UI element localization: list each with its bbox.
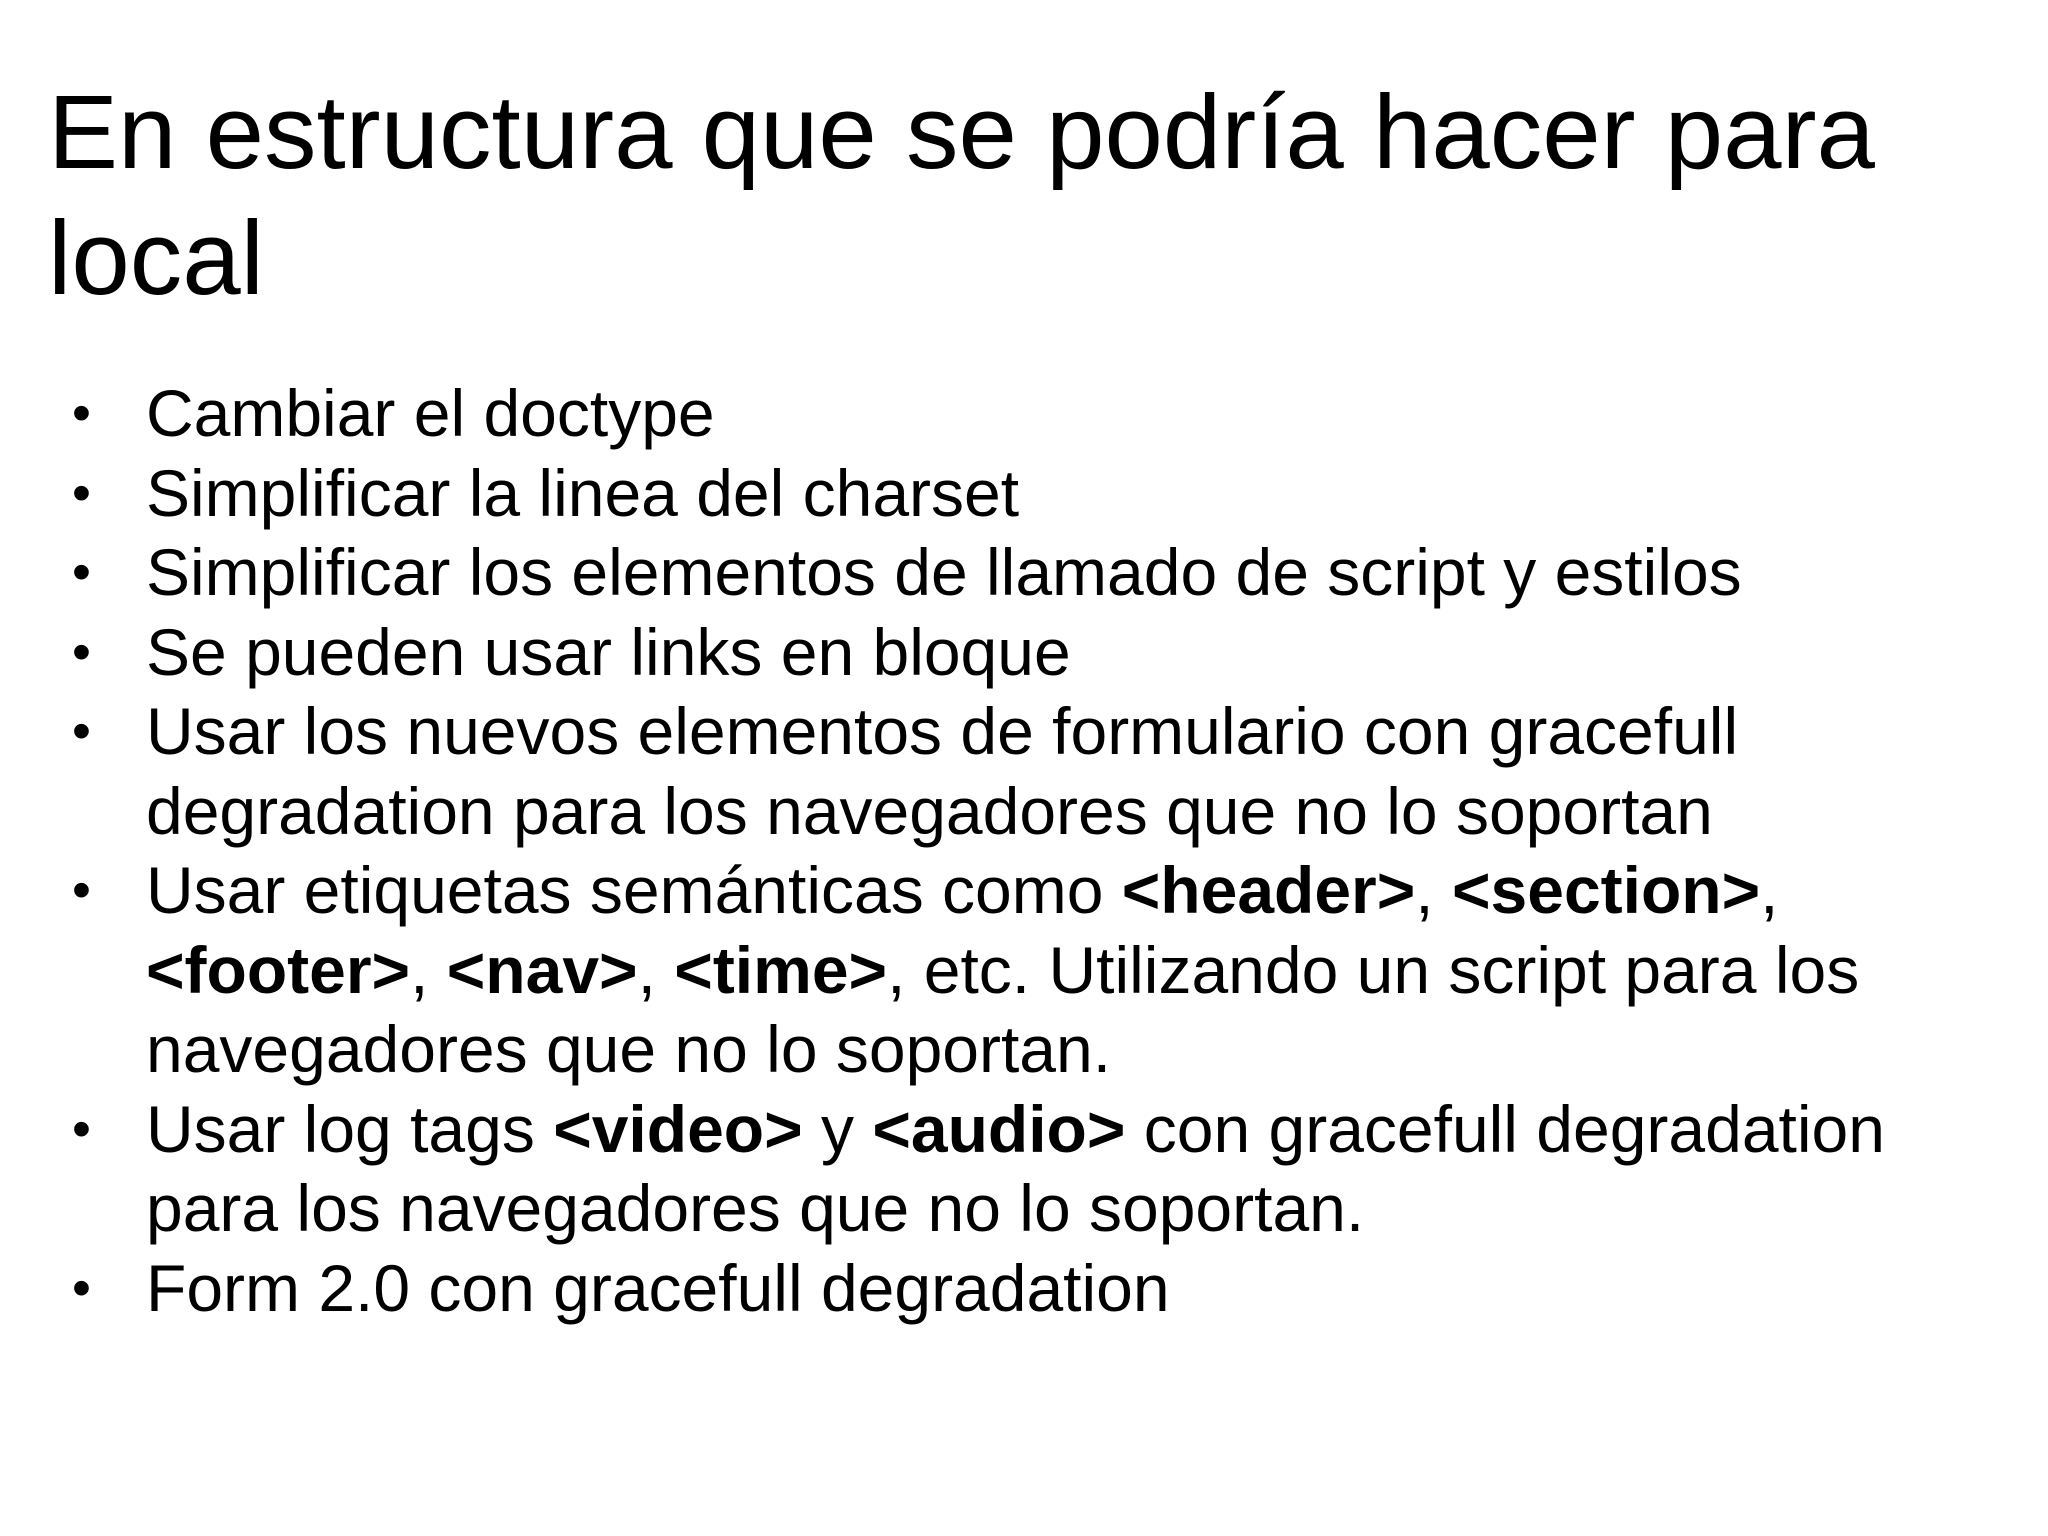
bullet-text-bold: <footer> [146, 932, 411, 1007]
bullet-dot-icon: • [72, 701, 91, 761]
bullet-item [70, 851, 2020, 1090]
bullet-text-bold: <video> [553, 1091, 803, 1166]
bullet-text-run: Usar log tags [146, 1091, 554, 1166]
slide-title: En estructura que se podría hacer para local [48, 74, 1875, 317]
bullet-text [146, 535, 1742, 609]
bullet-text-run: , [1760, 853, 1779, 927]
bullet-text-run: , [1415, 853, 1452, 927]
bullet-dot-icon: • [72, 860, 91, 920]
bullet-text [146, 853, 1859, 1086]
bullet-list [70, 374, 2020, 1328]
bullet-text-run: , [410, 932, 447, 1007]
bullet-item [70, 613, 2020, 693]
bullet-text-run: , etc. Utilizando un script para los navegadores que no lo soportan. [146, 932, 1860, 1086]
bullet-text [146, 1251, 1170, 1325]
bullet-text-run: Se pueden usar links en bloque [146, 614, 1071, 689]
bullet-dot-icon: • [72, 1257, 91, 1318]
bullet-dot-icon: • [72, 462, 91, 523]
bullet-text-run: Simplificar la linea del charset [146, 455, 1020, 530]
bullet-text-run: , [637, 932, 675, 1007]
bullet-item [70, 1090, 2020, 1249]
bullet-text-run: con gracefull degradation para los navegadores que no lo soportan. [146, 1091, 1885, 1245]
bullet-text [146, 615, 1071, 689]
bullet-text-run: Cambiar el doctype [146, 376, 715, 450]
bullet-dot-icon: • [72, 383, 91, 443]
bullet-item [70, 1249, 2020, 1329]
bullet-item [70, 374, 2020, 454]
bullet-text [146, 456, 1019, 530]
bullet-text-bold: <time> [674, 932, 888, 1007]
bullet-text-run: Simplificar los elementos de llamado de script y estilos [146, 535, 1742, 609]
bullet-text-run: y [802, 1091, 873, 1166]
bullet-text-run: Usar los nuevos elementos de formulario con gracefull degradation para los navegadores que no lo soportan [146, 694, 1739, 848]
bullet-dot-icon: • [72, 621, 91, 682]
bullet-text [146, 694, 1738, 848]
bullet-text-bold: <nav> [446, 932, 638, 1007]
bullet-item [70, 533, 2020, 613]
bullet-text [146, 376, 715, 450]
bullet-text-run: Form 2.0 con gracefull degradation [146, 1250, 1170, 1325]
bullet-dot-icon: • [72, 1098, 91, 1159]
bullet-text-bold: <header> [1121, 853, 1416, 927]
bullet-text-bold: <audio> [872, 1091, 1126, 1166]
bullet-text [146, 1092, 1885, 1246]
bullet-dot-icon: • [72, 542, 91, 602]
bullet-item [70, 692, 2020, 851]
bullet-text-bold: <section> [1451, 853, 1761, 927]
bullet-text-run: Usar etiquetas semánticas como [146, 853, 1122, 927]
bullet-item [70, 454, 2020, 534]
